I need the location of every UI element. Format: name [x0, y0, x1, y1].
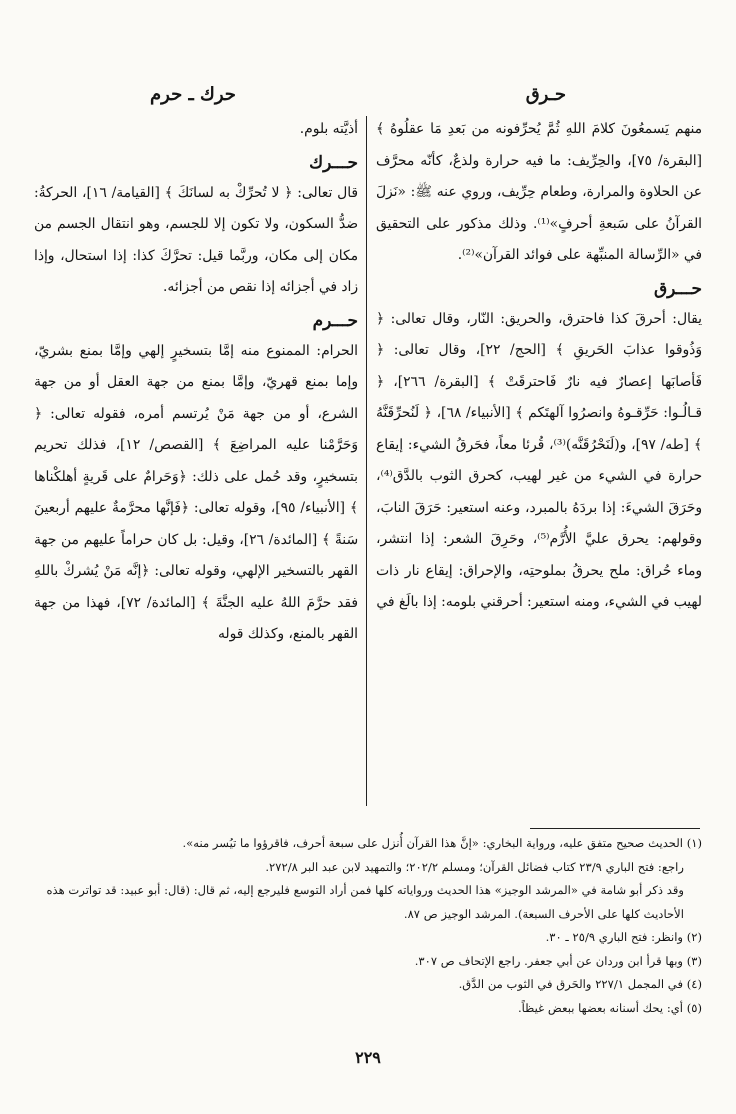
- entry-heading-hrk: حـــرك: [309, 152, 358, 173]
- page-number: ٢٢٩: [355, 1048, 381, 1067]
- left-column: [34, 114, 358, 814]
- running-head-left: حرك ـ حرم: [150, 84, 236, 105]
- footnote-5: (٥) أي: يحك أسنانه بعضها ببعض غيظاً.: [517, 1000, 702, 1015]
- paragraph: الحرام: الممنوع منه إمَّا بتسخيرٍ إلهي وإمَّا بمنع بشريّ، وإما بمنع قهريّ، وإمَّا بمنع من جهة العقل أو من جهة الشرع، أو من جهة مَنْ يُرتسم أمره، فقوله تعالى: ﴿ وَحَرَّمْنا عليه المراضِعَ ﴾ [القصص/ ١٢]، فذلك تحريم بتسخيرٍ، وقد حُمل على ذلك: ﴿وَحَرامٌ على قَريةٍ أهلكْناها ﴾ [الأنبياء/ ٩٥]، وقوله تعالى: ﴿فَإنَّها محرَّمةٌ عليهم أربعينَ سَنةً ﴾ [المائدة/ ٢٦]، وقيل: بل كان حراماً عليهم من جهة القهر بالتسخير الإلهي، وقوله تعالى: ﴿إنَّه مَنْ يُشركْ باللهِ فقد حرَّمَ اللهُ عليه الجنَّةَ ﴾ [المائدة/ ٧٢]، فهذا من جهة القهر بالمنع، وكذلك قوله: [34, 342, 358, 642]
- footnote-2: (٢) وانظر: فتح الباري ٢٥/٩ ـ ٣٠.: [545, 930, 702, 944]
- column-divider: [366, 116, 367, 806]
- footnotes: [40, 832, 702, 1052]
- footnote-4: (٤) في المجمل ٢٢٧/١ والحَرق في الثوب من الدَّق.: [458, 977, 702, 991]
- footnote-3: (٣) وبها قرأ ابن وردان عن أبي جعفر. راجع الإتحاف ص ٣٠٧.: [414, 953, 702, 968]
- entry-heading-hrq: حـــرق: [653, 278, 702, 299]
- footnote-1: (١) الحديث صحيح متفق عليه، ورواية البخاري: «إنَّ هذا القرآن أُنزل على سبعة أحرف، فاقرؤوا ما تيُسر منه».: [182, 836, 702, 850]
- footnote-divider: [530, 828, 700, 829]
- paragraph: منهم يَسمعُونَ كلامَ اللهِ ثُمَّ يُحرِّفونه من بَعدِ مَا عقلُوهُ ﴾ [البقرة/ ٧٥]، والحِرِّيف: ما فيه حرارة ولذعٌ، كأنّه محرَّف عن الحلاوة والمرارة، وطعام حِرِّيف، وروي عنه ﷺ: «نَزلَ القرآنُ على سَبعةِ أحرفٍ»⁽¹⁾. وذلك مذكور على التحقيق في «الرِّسالة المنبِّهة على فوائد القرآن»⁽²⁾.: [376, 121, 702, 263]
- footnote-1-note: وقد ذكر أبو شامة في «المرشد الوجيز» هذا الحديث ورواياته كلها فمن أراد التوسع فليرجع إليه، ثم قال: (قال: أبو عبيد: قد تواترت هذه الأحاديث كلها على الأحرف السبعة). المرشد الوجيز ص ٨٧.: [46, 883, 684, 921]
- footnote-1-ref: راجع: فتح الباري ٢٣/٩ كتاب فضائل القرآن؛ ومسلم ٢٠٢/٢؛ والتمهيد لابن عبد البر ٢٧٢/٨.: [265, 859, 684, 874]
- paragraph: يقال: أحرقَ كذا فاحترق، والحريق: النّار، وقال تعالى: ﴿ وَذُوقوا عذابَ الحَريقِ ﴾ [الحج/ ٢٢]، وقال تعالى: ﴿ فَأصابَها إعصارٌ فيه نارٌ فَاحترقَتْ ﴾ [البقرة/ ٢٦٦]، ﴿ قـالُـوا: حَرِّقـوهُ وانصرُوا آلهتَكم ﴾ [الأنبياء/ ٦٨]، ﴿ لَنُحرِّقَنَّهُ ﴾ [طه/ ٩٧]، و(لَنَحْرُقَنَّه)⁽³⁾، قُرئا معاً، فحَرقُ الشيء: إيقاع حرارة في الشيء من غير لهيب، كحرق الثوب بالدَّق⁽⁴⁾، وحَرَقَ الشيءَ: إذا بردَهُ بالمبرد، وعنه استعير: حَرَقَ النابَ، وقولهم: يحرق عليَّ الأُرَّم⁽⁵⁾، وحَرِقَ الشعر: إذا انتشر، وماء حُراق: ملح يحرقُ بملوحتِه، والإحراق: إيقاع نار ذات لهيب في الشيء، ومنه استعير: أحرقني بلومه: إذا بالَغ في: [376, 310, 702, 610]
- right-column: [376, 114, 702, 814]
- entry-heading-hrm: حـــرم: [312, 310, 358, 331]
- paragraph: قال تعالى: ﴿ لا تُحرِّكْ به لسانَكَ ﴾ [القيامة/ ١٦]، الحركةُ: ضدُّ السكون، ولا تكون إلا للجسم، وهو انتقال الجسم من مكان إلى مكان، وربَّما قيل: تحرَّكَ كذا: إذا استحال، وإذا زاد في أجزائه إذا نقص من أجزائه.: [34, 184, 358, 295]
- running-head-right: حـرق: [525, 84, 566, 105]
- paragraph: أذيَّته بلوم.: [299, 121, 358, 137]
